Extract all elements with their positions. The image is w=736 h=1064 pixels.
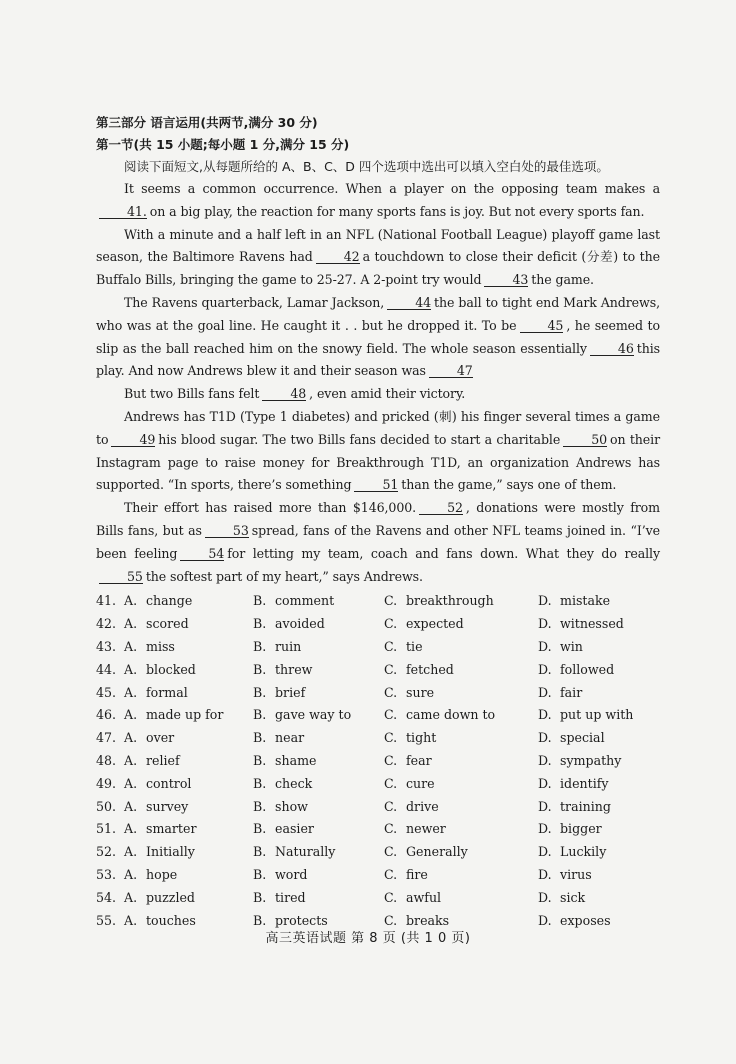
option-row [96, 704, 660, 727]
paragraph-6: Their effort has raised more than $146,000. 52 , donations were mostly from Bills fans, but as 53 spread, fans of the Ravens and other NFL teams joined in. “I’ve been feeling 54 for letting my team, coach and fans down. What they do really55 the softest part of my heart,” says Andrews. [96, 500, 661, 584]
option-a [124, 887, 253, 910]
option-a [124, 613, 253, 636]
option-d [538, 682, 638, 705]
option-text: tie [406, 638, 423, 654]
option-letter: B. [253, 844, 267, 860]
option-row [96, 773, 660, 796]
option-text: exposes [560, 912, 611, 928]
blank-46: 46 [590, 342, 634, 356]
option-c [384, 704, 538, 727]
option-text: sick [560, 889, 586, 905]
option-letter: A. [124, 730, 138, 746]
option-a [124, 841, 253, 864]
option-c [384, 818, 538, 841]
blank-49: 49 [111, 433, 155, 447]
option-letter: D. [538, 730, 552, 746]
option-letter: D. [538, 638, 552, 654]
option-letter: B. [253, 730, 267, 746]
option-letter: B. [253, 775, 267, 791]
paragraph-2: With a minute and a half left in an NFL (National Football League) playoff game last season, the Baltimore Ravens had 42 a touchdown to close their deficit (分差) to the Buffalo Bills, bringing the game to 25-27. A 2-point try would 43 the game. [96, 226, 660, 288]
paragraph-5: Andrews has T1D (Type 1 diabetes) and pricked (刺) his finger several times a game to 49 his blood sugar. The two Bills fans decided to start a charitable 50 on their Instagram page to raise money for Breakthrough T1D, an organization Andrews has supported. “In sports, there’s something 51 than the game,” says one of them. [96, 408, 660, 493]
blank-48: 48 [262, 387, 306, 401]
option-letter: B. [253, 684, 267, 700]
option-row [96, 636, 660, 659]
option-d [538, 613, 638, 636]
question-number: 44. [96, 661, 117, 677]
option-text: sympathy [560, 752, 622, 768]
option-c [384, 682, 538, 705]
option-row [96, 590, 660, 613]
question-number: 52. [96, 844, 117, 860]
option-letter: D. [538, 616, 552, 632]
option-text: expected [406, 616, 464, 632]
option-b [253, 727, 384, 750]
option-letter: C. [384, 730, 398, 746]
option-letter: B. [253, 638, 267, 654]
option-b [253, 841, 384, 864]
option-letter: B. [253, 616, 267, 632]
section-header: 第三部分 语言运用(共两节,满分 30 分) [96, 115, 318, 130]
option-b [253, 590, 384, 613]
option-letter: C. [384, 707, 398, 723]
option-d [538, 727, 638, 750]
option-d [538, 590, 638, 613]
option-c [384, 727, 538, 750]
question-number: 42. [96, 616, 117, 632]
option-letter: B. [253, 912, 267, 928]
option-c [384, 773, 538, 796]
option-text: training [560, 798, 611, 814]
option-letter: C. [384, 821, 398, 837]
option-b [253, 887, 384, 910]
option-letter: A. [124, 798, 138, 814]
cloze-passage [96, 178, 660, 588]
blank-54: 54 [180, 547, 224, 561]
option-a [124, 773, 253, 796]
option-text: awful [406, 889, 442, 905]
option-text: breakthrough [406, 593, 494, 609]
option-a [124, 750, 253, 773]
option-text: tight [406, 730, 437, 746]
option-a [124, 590, 253, 613]
option-text: came down to [406, 707, 496, 723]
blank-55: 55 [99, 570, 143, 584]
option-c [384, 636, 538, 659]
option-letter: C. [384, 844, 398, 860]
option-row [96, 613, 660, 636]
option-text: threw [275, 661, 313, 677]
option-b [253, 864, 384, 887]
option-b [253, 636, 384, 659]
option-b [253, 818, 384, 841]
option-letter: B. [253, 661, 267, 677]
option-letter: D. [538, 844, 552, 860]
option-b [253, 682, 384, 705]
option-letter: D. [538, 684, 552, 700]
option-letter: A. [124, 638, 138, 654]
option-text: change [146, 593, 193, 609]
option-text: Luckily [560, 844, 607, 860]
option-b [253, 796, 384, 819]
option-d [538, 659, 638, 682]
option-row [96, 796, 660, 819]
option-text: cure [406, 775, 435, 791]
option-text: over [146, 730, 175, 746]
option-d [538, 841, 638, 864]
option-letter: C. [384, 638, 398, 654]
option-row [96, 841, 660, 864]
option-c [384, 750, 538, 773]
option-text: puzzled [146, 889, 195, 905]
question-number: 49. [96, 775, 117, 791]
option-text: brief [275, 684, 306, 700]
option-text: easier [275, 821, 314, 837]
option-c [384, 887, 538, 910]
option-text: identify [560, 775, 609, 791]
option-text: control [146, 775, 192, 791]
option-text: avoided [275, 616, 325, 632]
paragraph-3: The Ravens quarterback, Lamar Jackson, 44 the ball to tight end Mark Andrews, who was at the goal line. He caught it . . but he dropped it. To be 45 , he seemed to slip as the ball reached him on the snowy field. The whole season essentially 46 this play. And now Andrews blew it and their season was 47 [96, 294, 660, 379]
option-letter: A. [124, 844, 138, 860]
option-letter: D. [538, 889, 552, 905]
option-d [538, 796, 638, 819]
subsection-header: 第一节(共 15 小题;每小题 1 分,满分 15 分) [96, 137, 350, 152]
option-text: made up for [146, 707, 224, 723]
option-a [124, 796, 253, 819]
option-letter: C. [384, 593, 398, 609]
option-text: followed [560, 661, 615, 677]
option-letter: C. [384, 616, 398, 632]
option-text: protects [275, 912, 328, 928]
option-text: miss [146, 638, 175, 654]
option-letter: D. [538, 798, 552, 814]
option-text: blocked [146, 661, 196, 677]
option-letter: C. [384, 866, 398, 882]
option-b [253, 704, 384, 727]
option-b [253, 750, 384, 773]
option-text: mistake [560, 593, 611, 609]
question-number: 48. [96, 752, 117, 768]
option-letter: A. [124, 661, 138, 677]
option-row [96, 750, 660, 773]
instruction: 阅读下面短文,从每题所给的 A、B、C、D 四个选项中选出可以填入空白处的最佳选项。 [124, 159, 609, 174]
option-letter: D. [538, 821, 552, 837]
option-letter: D. [538, 775, 552, 791]
option-letter: B. [253, 798, 267, 814]
question-number: 51. [96, 821, 117, 837]
option-text: witnessed [560, 616, 624, 632]
option-a [124, 682, 253, 705]
option-text: show [275, 798, 308, 814]
option-text: shame [275, 752, 317, 768]
option-row [96, 659, 660, 682]
option-letter: C. [384, 912, 398, 928]
option-text: fear [406, 752, 432, 768]
option-text: survey [146, 798, 189, 814]
answer-options [96, 590, 660, 932]
option-text: word [275, 866, 308, 882]
option-text: Naturally [275, 844, 336, 860]
option-text: Initially [146, 844, 195, 860]
option-text: comment [275, 593, 335, 609]
option-letter: D. [538, 593, 552, 609]
option-letter: A. [124, 593, 138, 609]
option-text: ruin [275, 638, 302, 654]
option-letter: A. [124, 866, 138, 882]
option-letter: C. [384, 752, 398, 768]
option-letter: C. [384, 775, 398, 791]
option-text: newer [406, 821, 446, 837]
option-letter: B. [253, 866, 267, 882]
option-letter: B. [253, 821, 267, 837]
option-b [253, 659, 384, 682]
option-text: tired [275, 889, 306, 905]
option-text: scored [146, 616, 189, 632]
option-letter: A. [124, 821, 138, 837]
option-letter: B. [253, 593, 267, 609]
option-a [124, 659, 253, 682]
option-letter: A. [124, 707, 138, 723]
option-text: drive [406, 798, 439, 814]
page-footer: 高三英语试题 第 8 页 (共 1 0 页) [265, 931, 471, 946]
option-letter: C. [384, 889, 398, 905]
option-text: hope [146, 866, 178, 882]
question-number: 55. [96, 912, 117, 928]
option-letter: A. [124, 752, 138, 768]
option-text: fire [406, 866, 428, 882]
option-text: gave way to [275, 707, 352, 723]
option-text: virus [560, 866, 592, 882]
blank-53: 53 [205, 524, 249, 538]
option-d [538, 887, 638, 910]
option-c [384, 864, 538, 887]
blank-43: 43 [484, 273, 528, 287]
option-text: touches [146, 912, 196, 928]
option-d [538, 773, 638, 796]
option-letter: A. [124, 616, 138, 632]
question-number: 54. [96, 889, 117, 905]
option-c [384, 590, 538, 613]
option-letter: D. [538, 661, 552, 677]
option-d [538, 704, 638, 727]
option-row [96, 682, 660, 705]
option-text: smarter [146, 821, 197, 837]
blank-51: 51 [354, 478, 398, 492]
question-number: 50. [96, 798, 117, 814]
blank-44: 44 [387, 296, 431, 310]
option-text: fetched [406, 661, 454, 677]
option-letter: A. [124, 889, 138, 905]
question-number: 46. [96, 707, 117, 723]
option-text: win [560, 638, 583, 654]
option-a [124, 818, 253, 841]
option-row [96, 864, 660, 887]
option-text: relief [146, 752, 180, 768]
option-a [124, 864, 253, 887]
option-c [384, 659, 538, 682]
option-letter: A. [124, 775, 138, 791]
option-text: near [275, 730, 305, 746]
option-text: put up with [560, 707, 634, 723]
blank-45: 45 [520, 319, 564, 333]
option-d [538, 864, 638, 887]
option-a [124, 727, 253, 750]
option-d [538, 818, 638, 841]
paragraph-4: But two Bills fans felt 48 , even amid their victory. [124, 386, 466, 402]
option-b [253, 773, 384, 796]
option-letter: D. [538, 707, 552, 723]
option-c [384, 841, 538, 864]
question-number: 53. [96, 866, 117, 882]
option-d [538, 636, 638, 659]
option-a [124, 636, 253, 659]
option-text: bigger [560, 821, 602, 837]
option-a [124, 704, 253, 727]
question-number: 41. [96, 593, 117, 609]
option-letter: D. [538, 866, 552, 882]
option-letter: C. [384, 661, 398, 677]
option-row [96, 887, 660, 910]
blank-47: 47 [429, 364, 473, 378]
question-number: 47. [96, 730, 117, 746]
option-text: breaks [406, 912, 450, 928]
question-number: 45. [96, 684, 117, 700]
option-letter: C. [384, 684, 398, 700]
option-text: Generally [406, 844, 468, 860]
option-letter: C. [384, 798, 398, 814]
option-text: fair [560, 684, 583, 700]
question-number: 43. [96, 638, 117, 654]
option-letter: B. [253, 752, 267, 768]
blank-50: 50 [563, 433, 607, 447]
option-letter: A. [124, 912, 138, 928]
option-text: check [275, 775, 313, 791]
option-d [538, 750, 638, 773]
option-row [96, 727, 660, 750]
option-b [253, 613, 384, 636]
option-letter: D. [538, 752, 552, 768]
option-c [384, 796, 538, 819]
option-letter: B. [253, 889, 267, 905]
option-letter: A. [124, 684, 138, 700]
option-c [384, 613, 538, 636]
option-letter: D. [538, 912, 552, 928]
option-text: sure [406, 684, 435, 700]
blank-42: 42 [316, 250, 360, 264]
option-text: formal [146, 684, 188, 700]
option-text: special [560, 730, 605, 746]
paragraph-1: It seems a common occurrence. When a player on the opposing team makes a41. on a big play, the reaction for many sports fans is joy. But not every sports fan. [96, 178, 660, 224]
option-letter: B. [253, 707, 267, 723]
blank-41: 41. [99, 205, 147, 219]
option-row [96, 818, 660, 841]
blank-52: 52 [419, 501, 463, 515]
